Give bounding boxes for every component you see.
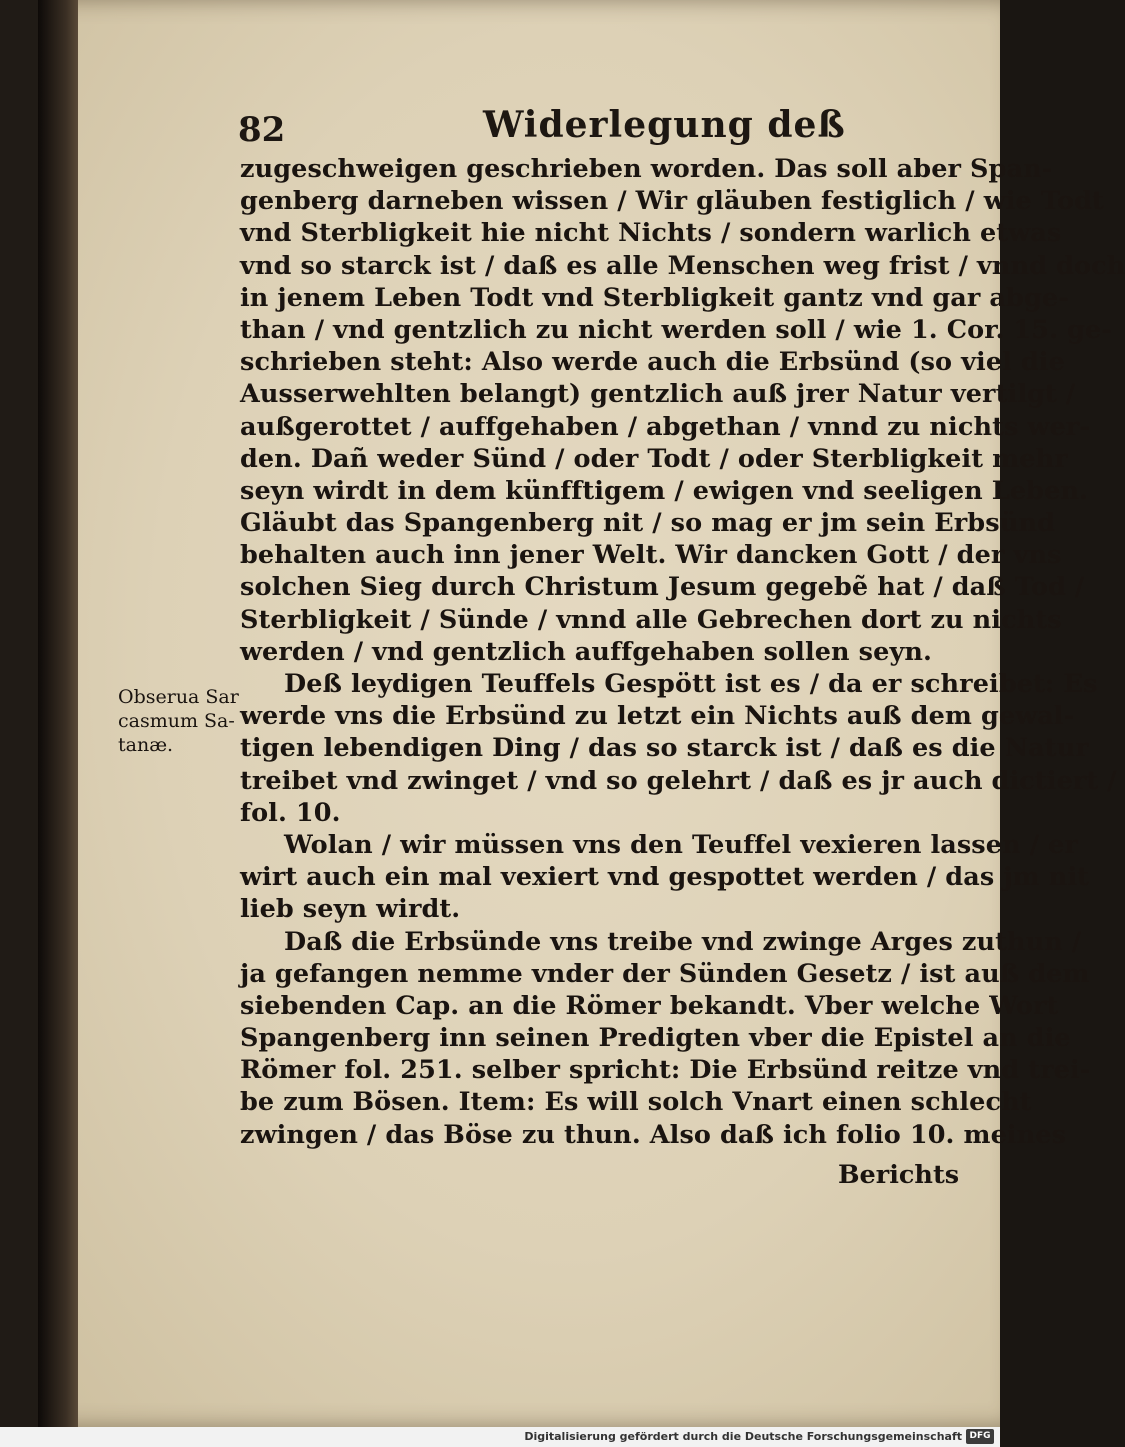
text-line: genberg darneben wissen / Wir gläuben festiglich / wie Todt (240, 186, 1104, 217)
text-line: werden / vnd gentzlich auffgehaben sollen seyn. (240, 636, 932, 667)
text-line: than / vnd gentzlich zu nicht werden soll / wie 1. Cor. 15. ge- (240, 314, 1112, 345)
text-line: treibet vnd zwinget / vnd so gelehrt / daß es jr auch dictiert / (240, 765, 1117, 796)
text-line: Wolan / wir müssen vns den Teuffel vexieren lassen / er (284, 829, 1078, 860)
text-line: fol. 10. (240, 797, 341, 828)
page-header (38, 104, 1000, 154)
text-line: Daß die Erbsünde vns treibe vnd zwinge Arges zuthun / (284, 926, 1082, 957)
text-line: seyn wirdt in dem künfftigem / ewigen vnd seeligen Leben. (240, 475, 1089, 506)
text-line: den. Dañ weder Sünd / oder Todt / oder Sterbligkeit mehr (240, 443, 1068, 474)
text-line: Sterbligkeit / Sünde / vnnd alle Gebrechen dort zu nichts (240, 604, 1062, 635)
text-line: werde vns die Erbsünd zu letzt ein Nichts auß dem gewal- (240, 701, 1075, 732)
book-page (38, 0, 1125, 1427)
binding-gutter (38, 0, 78, 1427)
text-line: solchen Sieg durch Christum Jesum gegebẽ hat / daß Tod / (240, 572, 1085, 603)
text-line: Römer fol. 251. selber spricht: Die Erbsünd reitze vnd trei- (240, 1055, 1091, 1086)
text-line: behalten auch inn jener Welt. Wir dancken Gott / der vns (240, 540, 1062, 571)
text-line: Deß leydigen Teuffels Gespött ist es / da er schreibet: Es (284, 669, 1098, 699)
body-text (240, 153, 1125, 1151)
text-line: siebenden Cap. an die Römer bekandt. Vber welche Wort (240, 990, 1059, 1021)
text-line: tigen lebendigen Ding / das so starck ist / daß es die Natur (240, 733, 1089, 764)
text-line: außgerottet / auffgehaben / abgethan / vnnd zu nichts wer- (240, 411, 1091, 442)
text-line: wirt auch ein mal vexiert vnd gespottet werden / das jm nit (240, 862, 1089, 893)
text-line: Gläubt das Spangenberg nit / so mag er jm sein Erbsünd (240, 508, 1055, 539)
running-title: Widerlegung deß (483, 104, 846, 146)
text-line: in jenem Leben Todt vnd Sterbligkeit gantz vnd gar abge- (240, 282, 1069, 313)
text-line: Ausserwehlten belangt) gentzlich auß jrer Natur vertilgt / (240, 379, 1076, 410)
funding-credit: Digitalisierung gefördert durch die Deutsche Forschungsgemeinschaft (524, 1430, 962, 1443)
dfg-logo-icon: DFG (966, 1429, 994, 1444)
text-line: be zum Bösen. Item: Es will solch Vnart einen schlecht (240, 1087, 1032, 1118)
marginal-line: tanæ. (118, 734, 174, 756)
text-line: ja gefangen nemme vnder der Sünden Gesetz / ist auß dem (240, 958, 1090, 989)
marginal-line: Obserua Sar (118, 686, 239, 708)
marginal-line: casmum Sa- (118, 710, 235, 732)
footer-bar (0, 1427, 1000, 1447)
text-line: Spangenberg inn seinen Predigten vber die Epistel an die (240, 1023, 1071, 1054)
text-line: vnd so starck ist / daß es alle Menschen weg frist / vnnd doch (240, 250, 1125, 281)
text-line: zugeschweigen geschrieben worden. Das soll aber Span- (240, 154, 1053, 184)
text-line: lieb seyn wirdt. (240, 894, 461, 925)
text-line: schrieben steht: Also werde auch die Erbsünd (so viel die (240, 347, 1065, 378)
text-line: zwingen / das Böse zu thun. Also daß ich folio 10. meines (240, 1119, 1067, 1150)
marginal-note (118, 685, 238, 757)
page-number: 82 (238, 110, 286, 150)
catchword: Berichts (838, 1160, 960, 1190)
text-line: vnd Sterbligkeit hie nicht Nichts / sondern warlich etwas (240, 218, 1062, 249)
